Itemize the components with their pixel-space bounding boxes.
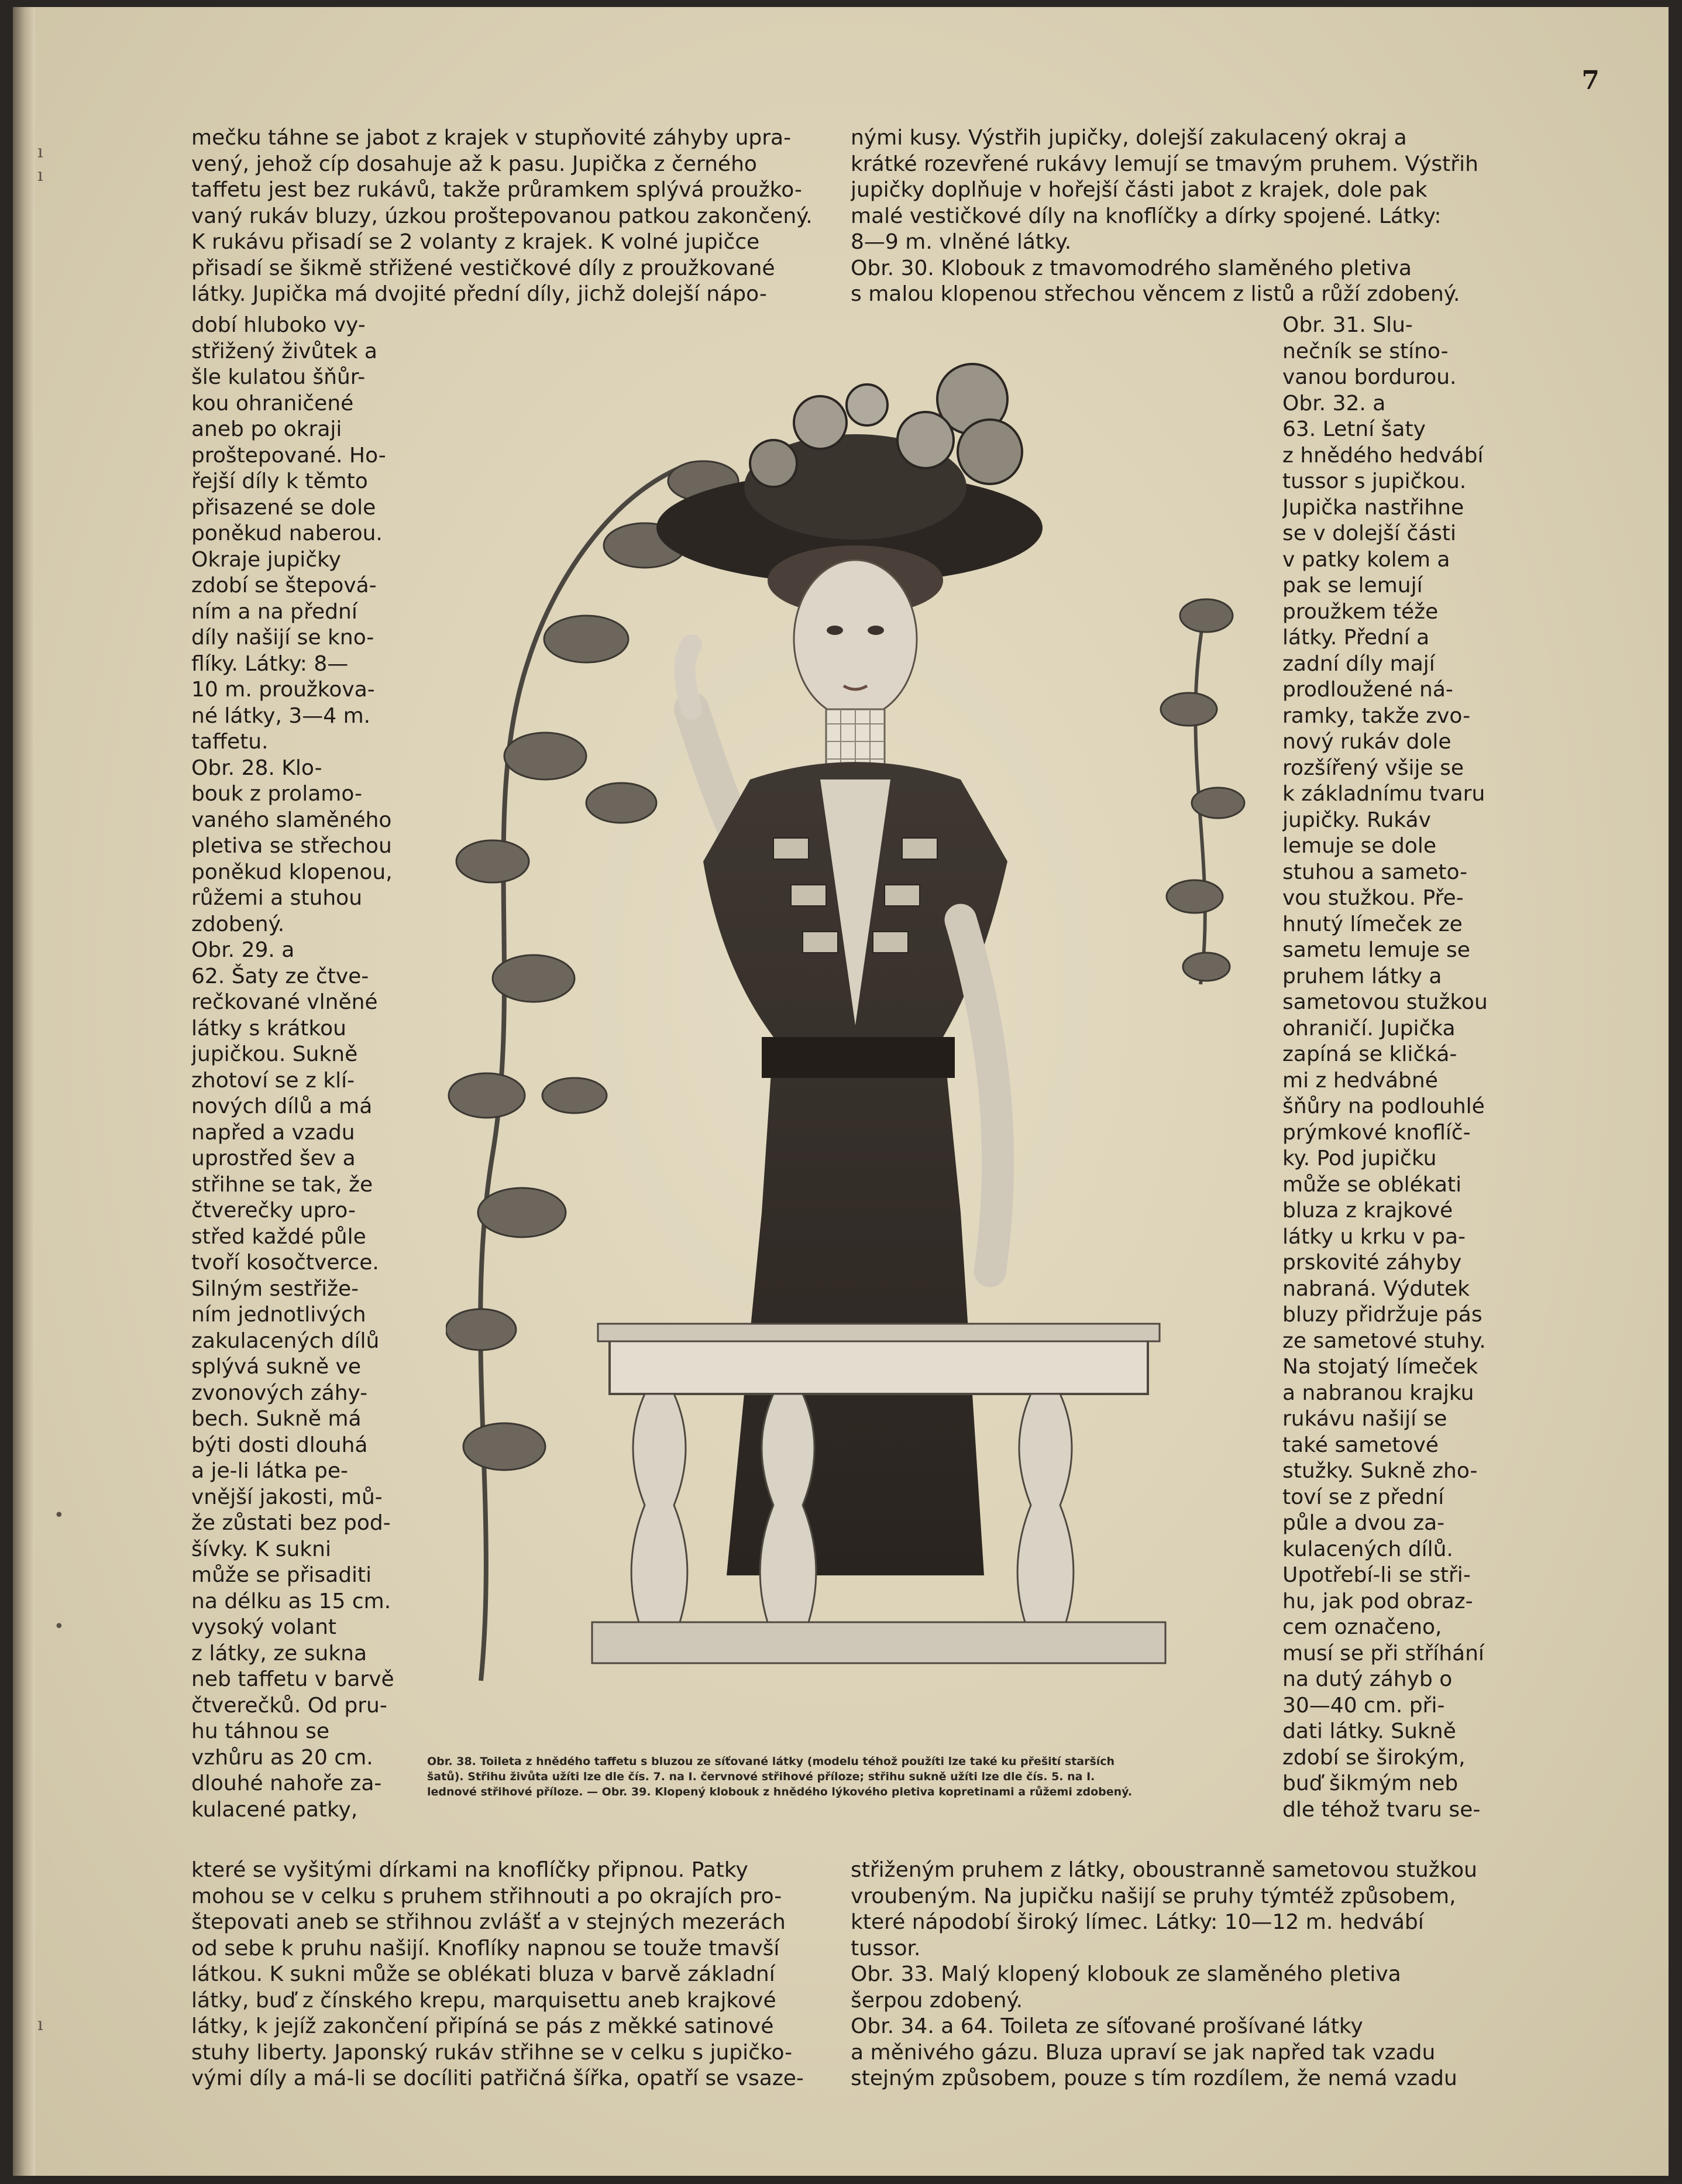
margin-mark: ı <box>37 2014 43 2035</box>
fashion-illustration <box>446 335 1253 1751</box>
text-right-column: Obr. 31. Slu- nečník se stíno- vanou bordurou. Obr. 32. a 63. Letní šaty z hnědého hedvábí tussor s jupičkou. Jupička nastřihne se v dolejší části v patky kolem a pak se lemují proužkem téže látky. Přední a zadní díly mají prodloužené ná- ramky, takže zvo- nový rukáv dole rozšířený všije se k základnímu tvaru jupičky. Rukáv lemuje se dole stuhou a sameto- vou stužkou. Pře- hnutý límeček ze sametu lemuje se pruhem látky a sametovou stužkou ohraničí. Jupička zapíná se kličká- mi z hedvábné šňůry na podlouhlé prýmkové knoflíč- ky. Pod jupičku může se oblékati bluza z krajkové látky u krku v pa- prskovité záhyby nabraná. Výdutek bluzy přidržuje pás ze sametové stuhy. Na stojatý límeček a nabranou krajku rukávu našijí se také sametové stužky. Sukně zho- toví se z přední půle a dvou za- kulacených dílů. Upotřebí-li se stři- hu, jak pod obraz- cem označeno, musí se při stříhání na dutý záhyb o 30—40 cm. při- dati látky. Sukně zdobí se širokým, buď šikmým neb dle téhož tvaru se- <box>1282 313 1488 1822</box>
book-binding-edge <box>13 7 35 2176</box>
text-top-left: mečku táhne se jabot z krajek v stupňovité záhyby upra- vený, jehož cíp dosahuje až k pasu. Jupička z černého taffetu jest bez rukávů, takže průramkem splývá proužko- vaný rukáv bluzy, úzkou proštepovanou patkou zakončený. K rukávu přisadí se 2 volanty z krajek. K volné jupičce přisadí se šikmě střižené vestičkové díly z proužkované látky. Jupička má dvojité přední díly, jichž dolejší nápo- <box>191 126 813 306</box>
margin-mark: ı <box>37 142 43 162</box>
document-page <box>13 7 1669 2176</box>
text-top-right: nými kusy. Výstřih jupičky, dolejší zakulacený okraj a krátké rozevřené rukávy lemují se tmavým pruhem. Výstřih jupičky doplňuje v hořejší části jabot z krajek, dole pak malé vestičkové díly na knoflíčky a dírky spojené. Látky: 8—9 m. vlněné látky. Obr. 30. Klobouk z tmavomodrého slaměného pletiva s malou klopenou střechou věncem z listů a růží zdobený. <box>851 126 1478 306</box>
woman-head <box>768 545 943 774</box>
dress <box>703 762 1007 1575</box>
text-bottom-left: které se vyšitými dírkami na knoflíčky připnou. Patky mohou se v celku s pruhem střihnouti a po okrajích pro- štepovati aneb se střihnou zvlášť a v stejných mezerách od sebe k pruhu našijí. Knoflíky napnou se touže tmavší látkou. K sukni může se oblékati bluza v barvě základní látky, buď z čínského krepu, marquisettu aneb krajkové látky, k jejíž zakončení připíná se pás z měkké satinové stuhy liberty. Japonský rukáv střihne se v celku s jupičko- vými díly a má-li se docíliti patřičná šířka, opatří se vsaze- <box>191 1858 804 2090</box>
margin-mark: ı <box>37 165 43 186</box>
text-left-column: dobí hluboko vy- střižený živůtek a šle kulatou šňůr- kou ohraničené aneb po okraji proštepované. Ho- řejší díly k těmto přisazené se dole poněkud naberou. Okraje jupičky zdobí se štepová- ním a na přední díly našijí se kno- flíky. Látky: 8— 10 m. proužkova- né látky, 3—4 m. taffetu. Obr. 28. Klo- bouk z prolamo- vaného slaměného pletiva se střechou poněkud klopenou, růžemi a stuhou zdobený. Obr. 29. a 62. Šaty ze čtve- rečkované vlněné látky s krátkou jupičkou. Sukně zhotoví se z klí- nových dílů a má napřed a vzadu uprostřed šev a střihne se tak, že čtverečky upro- střed každé půle tvoří kosočtverce. Silným sestřiže- ním jednotlivých zakulacených dílů splývá sukně ve zvonových záhy- bech. Sukně má býti dosti dlouhá a je-li látka pe- vnější jakosti, mů- že zůstati bez pod- šívky. K sukni může se přisaditi na délku as 15 cm. vysoký volant z látky, ze sukna neb taffetu v barvě čtverečků. Od pru- hu táhnou se vzhůru as 20 cm. dlouhé nahoře za- kulacené patky, <box>191 313 394 1822</box>
margin-mark: • <box>54 1616 64 1637</box>
page-number: 7 <box>1581 66 1600 95</box>
text-bottom-right: střiženým pruhem z látky, oboustranně sametovou stužkou vroubeným. Na jupičku našijí se pruhy týmtéž způsobem, které nápodobí široký límec. Látky: 10—12 m. hedvábí tussor. Obr. 33. Malý klopený klobouk ze slaměného pletiva šerpou zdobený. Obr. 34. a 64. Toileta ze síťované prošívané látky a měnivého gázu. Bluza upraví se jak napřed tak vzadu stejným způsobem, pouze s tím rozdílem, že nemá vzadu <box>851 1858 1477 2090</box>
illustration-caption: Obr. 38. Toileta z hnědého taffetu s bluzou ze síťované látky (modelu téhož použíti lze také ku přešití starších šatů). Střihu živůta užíti lze dle čís. 7. na I. červnové střihové příloze; střihu sukně užíti lze dle čís. 5. na I. lednové střihové příloze. — Obr. 39. Klopený klobouk z hnědého lýkového pletiva kopretinami a růžemi zdobený. <box>427 1755 1133 1798</box>
margin-mark: • <box>54 1505 64 1526</box>
vine-right <box>1161 599 1244 984</box>
